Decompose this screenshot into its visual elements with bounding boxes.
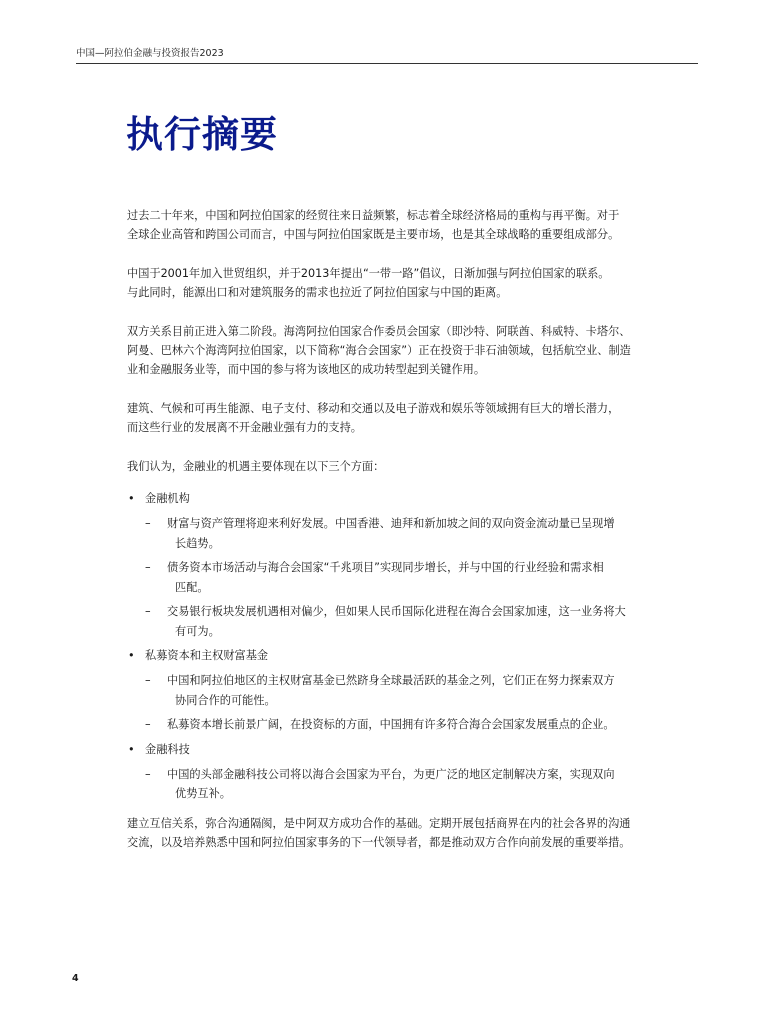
list-item-fintech — [127, 740, 647, 804]
second-phase-paragraph — [127, 322, 647, 380]
dash-icon: – — [145, 605, 151, 619]
text-line: 财富与资产管理将迎来利好发展。中国香港、迪拜和新加坡之间的双向资金流动量已呈现增 — [167, 517, 615, 531]
text-line: 我们认为，金融业的机遇主要体现在以下三个方面： — [127, 459, 385, 473]
sub-list — [145, 765, 647, 804]
dash-icon: – — [145, 674, 151, 688]
text-line: 中国的头部金融科技公司将以海合会国家为平台，为更广泛的地区定制解决方案，实现双向 — [167, 767, 615, 781]
text-line: 建筑、气候和可再生能源、电子支付、移动和交通以及电子游戏和娱乐等领域拥有巨大的增长潜力， — [127, 401, 620, 415]
running-header: 中国—阿拉伯金融与投资报告2023 — [76, 48, 224, 59]
text-line: 建立互信关系，弥合沟通隔阂，是中阿双方成功合作的基础。定期开展包括商界在内的社会各界的沟通 — [127, 816, 631, 830]
list-item-label: 金融科技 — [145, 742, 190, 756]
page-title: 执行摘要 — [126, 113, 278, 156]
dash-icon: – — [145, 561, 151, 575]
opportunity-list — [127, 489, 647, 804]
text-line: 与此同时，能源出口和对建筑服务的需求也拉近了阿拉伯国家与中国的距离。 — [127, 286, 508, 300]
sub-list-item — [145, 514, 647, 553]
bullet-icon: • — [128, 492, 135, 506]
text-line: 业和金融服务业等，而中国的参与将为该地区的成功转型起到关键作用。 — [127, 363, 486, 377]
growth-paragraph — [127, 399, 647, 438]
header-divider — [76, 63, 698, 64]
text-line: 协同合作的可能性。 — [175, 693, 276, 707]
bullet-icon: • — [128, 742, 135, 756]
text-line: 优势互补。 — [175, 787, 231, 801]
text-line: 私募资本增长前景广阔，在投资标的方面，中国拥有许多符合海合会国家发展重点的企业。 — [167, 718, 615, 732]
closing-paragraph — [127, 814, 647, 853]
sub-list — [145, 671, 647, 734]
text-line: 交易银行板块发展机遇相对偏少，但如果人民币国际化进程在海合会国家加速，这一业务将大 — [167, 605, 626, 619]
body-content — [127, 206, 647, 872]
text-line: 全球企业高管和跨国公司而言，中国与阿拉伯国家既是主要市场，也是其全球战略的重要组成部分。 — [127, 228, 620, 242]
text-line: 阿曼、巴林六个海湾阿拉伯国家，以下简称“海合会国家”）正在投资于非石油领域，包括航空业、制造 — [127, 344, 631, 358]
text-line: 中国于2001年加入世贸组织，并于2013年提出“一带一路”倡议，日渐加强与阿拉伯国家的联系。 — [127, 266, 610, 280]
wto-paragraph — [127, 264, 647, 303]
sub-list-item — [145, 602, 647, 641]
dash-icon: – — [145, 718, 151, 732]
dash-icon: – — [145, 767, 151, 781]
list-item-label: 私募资本和主权财富基金 — [145, 648, 269, 662]
list-item-financial-institutions — [127, 489, 647, 641]
text-line: 长趋势。 — [175, 536, 220, 550]
sub-list-item — [145, 671, 647, 710]
page-number: 4 — [72, 973, 79, 984]
text-line: 过去二十年来，中国和阿拉伯国家的经贸往来日益频繁，标志着全球经济格局的重构与再平衡。对于 — [127, 209, 620, 222]
list-item-private-capital — [127, 646, 647, 735]
bullet-icon: • — [128, 648, 135, 662]
dash-icon: – — [145, 517, 151, 531]
text-line: 有可为。 — [175, 624, 220, 638]
text-line: 债务资本市场活动与海合会国家“千兆项目”实现同步增长，并与中国的行业经验和需求相 — [167, 561, 604, 575]
text-line: 交流，以及培养熟悉中国和阿拉伯国家事务的下一代领导者，都是推动双方合作向前发展的重要举措。 — [127, 836, 631, 850]
sub-list-item — [145, 558, 647, 597]
text-line: 双方关系目前正进入第二阶段。海湾阿拉伯国家合作委员会国家（即沙特、阿联酋、科威特、卡塔尔、 — [127, 324, 631, 338]
list-item-label: 金融机构 — [145, 492, 190, 506]
text-line: 匹配。 — [175, 580, 209, 594]
sub-list-item — [145, 715, 647, 734]
sub-list-item — [145, 765, 647, 804]
opportunities-intro — [127, 457, 647, 476]
text-line: 而这些行业的发展离不开金融业强有力的支持。 — [127, 421, 362, 435]
sub-list — [145, 514, 647, 640]
text-line: 中国和阿拉伯地区的主权财富基金已然跻身全球最活跃的基金之列，它们正在努力探索双方 — [167, 674, 615, 688]
intro-paragraph — [127, 206, 647, 245]
